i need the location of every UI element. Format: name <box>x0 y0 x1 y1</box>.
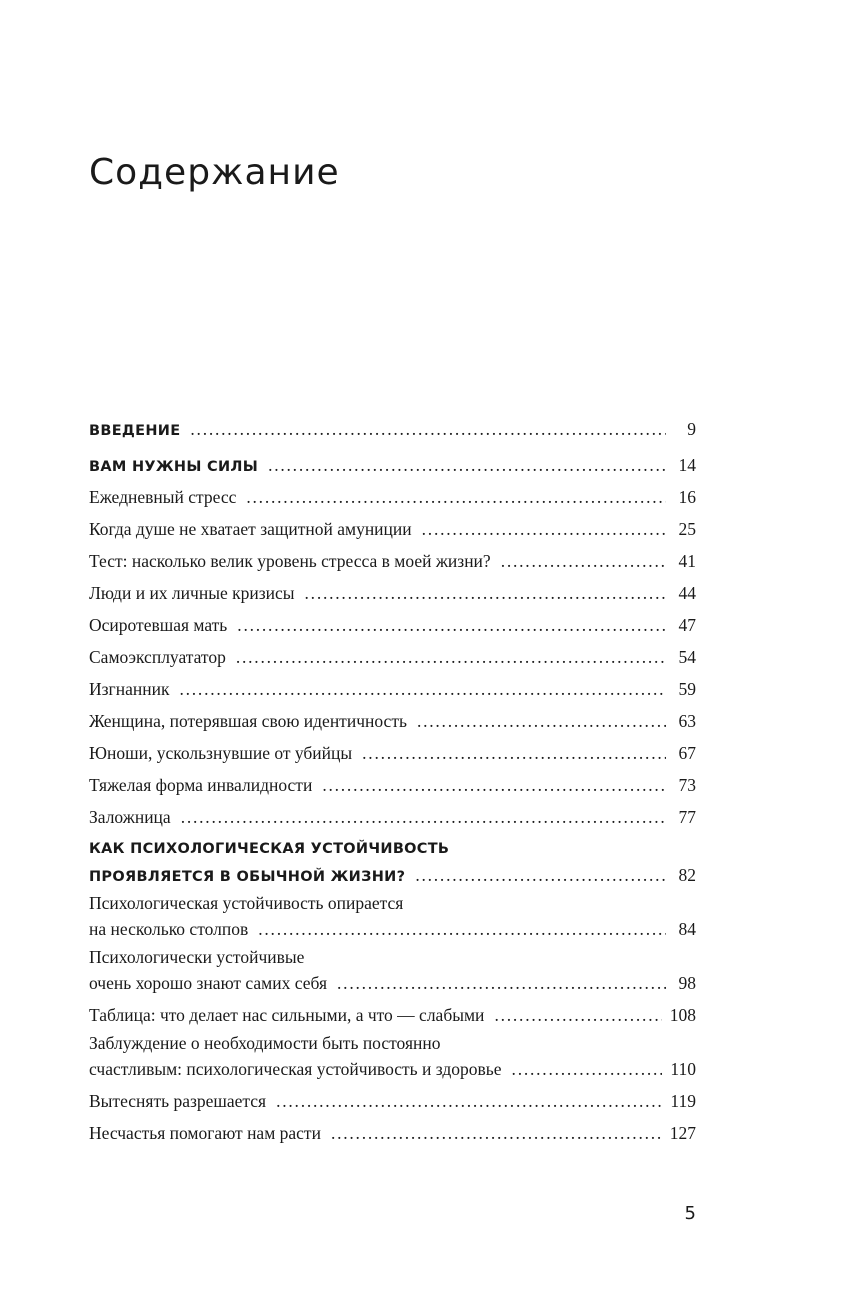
toc-item-title: Заложница <box>89 807 171 827</box>
dot-leader <box>268 454 666 476</box>
toc-item[interactable] <box>89 892 696 940</box>
toc-section-title-line2: ПРОЯВЛЯЕТСЯ В ОБЫЧНОЙ ЖИЗНИ? <box>89 869 406 885</box>
toc-item-title: Ежедневный стресс <box>89 487 237 507</box>
toc-page-number: 108 <box>669 1005 696 1025</box>
toc-item-title: Юноши, ускользнувшие от убийцы <box>89 743 353 763</box>
toc-page-number: 16 <box>678 487 696 507</box>
toc-item[interactable] <box>89 610 696 636</box>
dot-leader <box>512 1058 663 1080</box>
toc-item[interactable] <box>89 642 696 668</box>
dot-leader <box>331 1122 662 1144</box>
dot-leader <box>237 614 666 636</box>
toc-item[interactable] <box>89 1000 696 1026</box>
dot-leader <box>181 806 666 828</box>
toc-item-title-line2: счастливым: психологическая устойчивость и здоровье <box>89 1059 502 1079</box>
page-title: Содержание <box>89 152 340 193</box>
toc-item-title-line2: очень хорошо знают самих себя <box>89 973 328 993</box>
toc-item[interactable] <box>89 514 696 540</box>
toc-page-number: 59 <box>678 679 696 699</box>
toc-item-title: Самоэксплуататор <box>89 647 226 667</box>
toc-item-title: Несчастья помогают нам расти <box>89 1123 321 1143</box>
toc-section-title-line1: КАК ПСИХОЛОГИЧЕСКАЯ УСТОЙЧИВОСТЬ <box>89 841 450 857</box>
dot-leader <box>276 1090 662 1112</box>
toc-item-title: Тяжелая форма инвалидности <box>89 775 313 795</box>
dot-leader <box>322 774 666 796</box>
toc-section-resilience-in-life[interactable] <box>89 838 696 886</box>
toc-item[interactable] <box>89 674 696 700</box>
toc-page-number: 119 <box>670 1091 696 1111</box>
dot-leader <box>246 486 666 508</box>
toc-page-number: 127 <box>669 1123 696 1143</box>
dot-leader <box>494 1004 661 1026</box>
dot-leader <box>417 710 666 732</box>
toc-item-title-line1: Психологическая устойчивость опирается <box>89 893 404 913</box>
toc-page-number: 25 <box>678 519 696 539</box>
toc-page-number: 47 <box>678 615 696 635</box>
toc-item[interactable] <box>89 706 696 732</box>
toc-item-title: Люди и их личные кризисы <box>89 583 295 603</box>
toc-page-number: 67 <box>678 743 696 763</box>
dot-leader <box>337 972 666 994</box>
dot-leader <box>362 742 666 764</box>
toc-item-title: Вытеснять разрешается <box>89 1091 267 1111</box>
dot-leader <box>190 418 666 440</box>
toc-item[interactable] <box>89 1032 696 1080</box>
toc-item-title: Тест: насколько велик уровень стресса в моей жизни? <box>89 551 491 571</box>
toc-item[interactable] <box>89 946 696 994</box>
toc-item[interactable] <box>89 770 696 796</box>
toc-item-title: Изгнанник <box>89 679 170 699</box>
page-number: 5 <box>684 1203 696 1224</box>
toc-section-title: ВАМ НУЖНЫ СИЛЫ <box>89 459 259 475</box>
toc-page-number: 9 <box>687 419 696 439</box>
toc-item[interactable] <box>89 546 696 572</box>
toc-item[interactable] <box>89 1086 696 1112</box>
toc-page-number: 110 <box>670 1059 696 1079</box>
toc-section-you-need-strength[interactable] <box>89 450 696 476</box>
toc-item-title: Когда душе не хватает защитной амуниции <box>89 519 412 539</box>
dot-leader <box>258 918 666 940</box>
dot-leader <box>236 646 666 668</box>
table-of-contents <box>89 414 696 1144</box>
dot-leader <box>305 582 666 604</box>
toc-page-number: 82 <box>678 865 696 885</box>
toc-item[interactable] <box>89 578 696 604</box>
toc-item-title-line1: Заблуждение о необходимости быть постоянно <box>89 1033 441 1053</box>
toc-page-number: 54 <box>678 647 696 667</box>
dot-leader <box>179 678 666 700</box>
toc-page-number: 44 <box>678 583 696 603</box>
dot-leader <box>501 550 666 572</box>
toc-section-introduction[interactable] <box>89 414 696 440</box>
toc-page-number: 14 <box>678 455 696 475</box>
toc-item[interactable] <box>89 482 696 508</box>
toc-page-number: 73 <box>678 775 696 795</box>
toc-page-number: 84 <box>678 919 696 939</box>
toc-item-title-line2: на несколько столпов <box>89 919 249 939</box>
toc-item[interactable] <box>89 738 696 764</box>
dot-leader <box>422 518 666 540</box>
toc-page-number: 77 <box>678 807 696 827</box>
toc-item-title: Женщина, потерявшая свою идентичность <box>89 711 407 731</box>
toc-item-title-line1: Психологически устойчивые <box>89 947 305 967</box>
dot-leader <box>415 864 666 886</box>
toc-page-number: 63 <box>678 711 696 731</box>
toc-page-number: 98 <box>678 973 696 993</box>
toc-item[interactable] <box>89 802 696 828</box>
toc-page-number: 41 <box>678 551 696 571</box>
toc-section-title: ВВЕДЕНИЕ <box>89 423 181 439</box>
toc-item-title: Осиротевшая мать <box>89 615 228 635</box>
toc-item[interactable] <box>89 1118 696 1144</box>
toc-item-title: Таблица: что делает нас сильными, а что — слабыми <box>89 1005 485 1025</box>
